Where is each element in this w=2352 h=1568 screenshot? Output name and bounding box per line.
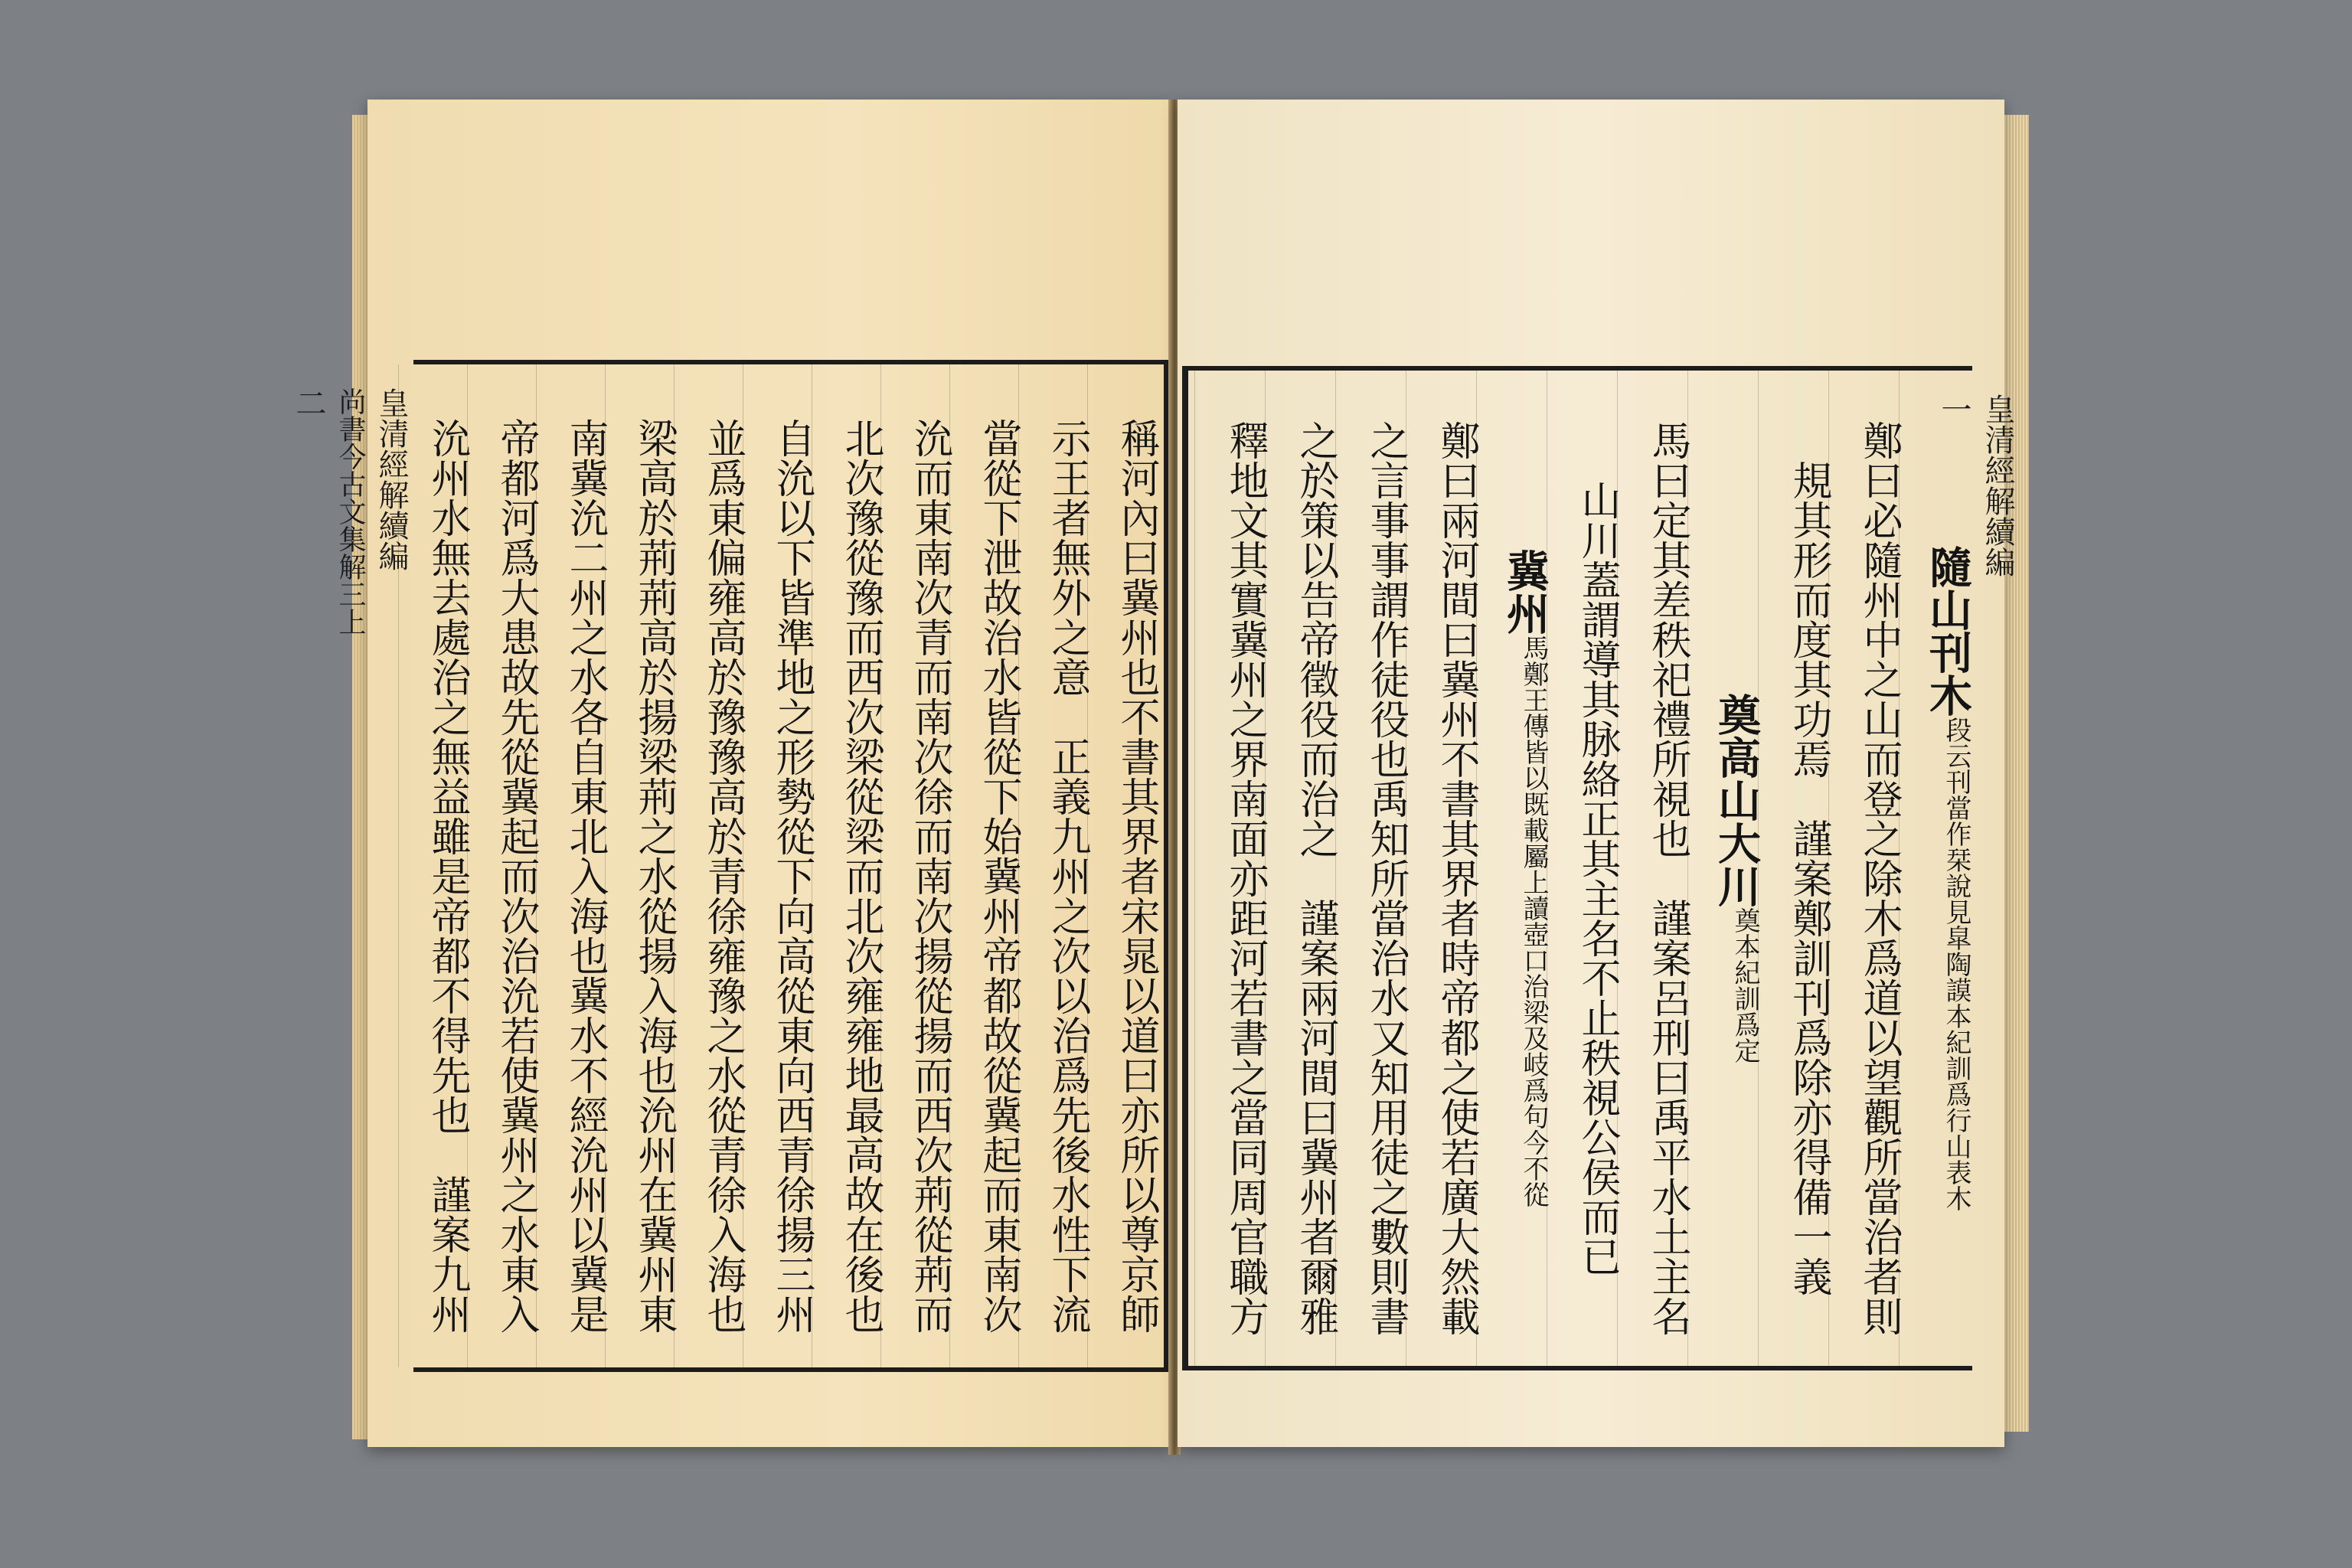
- text-column: [1335, 371, 1409, 1366]
- text-column: 當從下泄故治水皆從下始冀州帝都故從冀起而東南次: [949, 364, 1018, 1367]
- commentary-text: 之言事事謂作徒役也禹知所當治水又知用徒之數則書: [1363, 420, 1409, 1336]
- text-column: 沇州水無去處治之無益雖是帝都不得先也 謹案九州: [398, 364, 467, 1367]
- text-column: 梁高於荊荊高於揚梁荊之水從揚入海也沇州在冀州東: [605, 364, 674, 1367]
- commentary-text: 鄭曰必隨州中之山而登之除木爲道以望觀所當治者則: [1856, 420, 1902, 1336]
- left-margin-title: 皇清經解續編: [374, 387, 409, 571]
- right-page-number: 一: [1936, 394, 1971, 424]
- right-text-frame: [1182, 366, 2015, 1370]
- text-column: [1547, 371, 1620, 1366]
- commentary-text: 釋地文其實冀州之界南面亦距河若書之當同周官職方: [1222, 420, 1268, 1336]
- right-page: [1178, 100, 2015, 1447]
- commentary-text: 規其形而度其功焉 謹案鄭訓刊爲除亦得備一義: [1785, 460, 1831, 1296]
- commentary-text: 之於策以告帝徵役而治之 謹案兩河間曰冀州者爾雅: [1292, 420, 1338, 1336]
- text-column: [1194, 371, 1268, 1366]
- text-column: 沇而東南次青而南次徐而南次揚從揚而西次荊從荊而: [880, 364, 949, 1367]
- text-column: 稱河內曰冀州也不書其界者宋晁以道曰亦所以尊京師: [1087, 364, 1156, 1367]
- left-text-frame: [291, 360, 1170, 1372]
- left-page: [291, 100, 1171, 1447]
- commentary-text: 馬曰定其差秩祀禮所視也 謹案呂刑曰禹平水土主名: [1645, 420, 1690, 1336]
- text-column: 自沇以下皆準地之形勢從下向高從東向西青徐揚三州: [743, 364, 812, 1367]
- commentary-text: 山川蓋謂導其脉絡正其主名不止秩視公侯而已: [1574, 480, 1620, 1276]
- text-column: 並爲東偏雍高於豫豫高於青徐雍豫之水從青徐入海也: [674, 364, 743, 1367]
- text-column: [1406, 371, 1479, 1366]
- text-column: [1828, 371, 1902, 1366]
- right-margin-title: 皇清經解續編: [1980, 394, 2015, 577]
- text-column: 帝都河爲大患故先從冀起而次治沇若使冀州之水東入: [467, 364, 536, 1367]
- classic-text: 冀州: [1500, 549, 1550, 635]
- text-column: [1617, 371, 1690, 1366]
- interlinear-note: 奠本紀訓爲定: [1730, 907, 1760, 1063]
- classic-text: 奠高山大川: [1711, 693, 1762, 907]
- text-column: 南冀沇二州之水各自東北入海也冀水不經沇州以冀是: [536, 364, 605, 1367]
- open-book: [291, 84, 2037, 1478]
- interlinear-note: 馬鄭王傳皆以既載屬上讀壺口治梁及岐爲句今不從: [1518, 635, 1549, 1207]
- text-column: [1265, 371, 1338, 1366]
- heading-column: [1687, 371, 1762, 1366]
- heading-column: [1476, 371, 1550, 1366]
- interlinear-note: 段云刊當作栞說見皐陶謨本紀訓爲行山表木: [1941, 717, 1971, 1211]
- text-column: [1758, 371, 1831, 1366]
- classic-text: 隨山刊木: [1922, 545, 1973, 717]
- commentary-text: 鄭曰兩河間曰冀州不書其界者時帝都之使若廣大然載: [1433, 420, 1479, 1336]
- text-column: 示王者無外之意 正義九州之次以治爲先後水性下流: [1018, 364, 1087, 1367]
- text-column: 北次豫從豫而西次梁從梁而北次雍雍地最高故在後也: [812, 364, 880, 1367]
- heading-column: [1899, 371, 1973, 1366]
- left-page-number: 二: [291, 387, 326, 418]
- left-margin-subtitle: 尚書今古文集解三上: [335, 387, 366, 635]
